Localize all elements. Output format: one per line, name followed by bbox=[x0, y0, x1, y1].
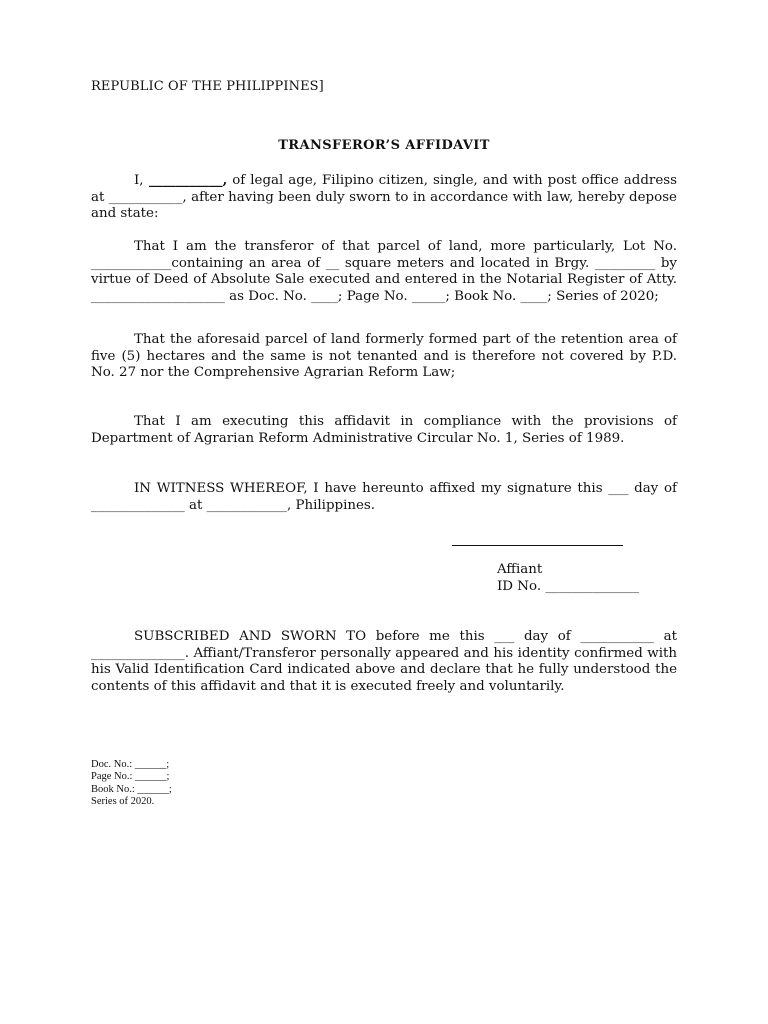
paragraph-transferor bbox=[91, 239, 677, 305]
series: Series of 2020. bbox=[91, 796, 155, 808]
page-no: Page No.: ______; bbox=[91, 771, 170, 783]
document-title: TRANSFEROR’S AFFIDAVIT bbox=[278, 138, 490, 153]
paragraph-intro bbox=[91, 172, 677, 223]
affiant-label: Affiant bbox=[497, 562, 543, 577]
paragraph-retention bbox=[91, 332, 677, 382]
jurat-text: SUBSCRIBED AND SWORN TO before me this ___ day of ___________ at ______________. Affiant/Transferor personally appeared and his identity confirmed with his Valid Identification Card indicated above and declare that he fully understood the contents of this affidavit and that it is executed freely and voluntarily. bbox=[91, 629, 677, 694]
paragraph-jurat bbox=[91, 629, 677, 695]
doc-no: Doc. No.: ______; bbox=[91, 759, 170, 770]
document-header: REPUBLIC OF THE PHILIPPINES] bbox=[91, 79, 324, 94]
retention-text: That the aforesaid parcel of land formerly formed part of the retention area of five (5) hectares and the same is not tenanted and is therefore not covered by P.D. No. 27 nor the Comprehensive Agrarian Reform Law; bbox=[91, 332, 677, 381]
notarial-details bbox=[91, 759, 172, 809]
witness-text: IN WITNESS WHEREOF, I have hereunto affixed my signature this ___ day of ______________ at ____________, Philippines. bbox=[91, 481, 677, 513]
compliance-text: That I am executing this affidavit in compliance with the provisions of Department of Agrarian Reform Administrative Circular No. 1, Series of 1989. bbox=[91, 414, 677, 446]
paragraph-witness bbox=[91, 481, 677, 514]
name-blank: ___________, bbox=[143, 172, 228, 188]
intro-rest: of legal age, Filipino citizen, single, and with post office address at ___________, after having been duly sworn to in accordance with law, hereby depose and state: bbox=[91, 173, 677, 222]
book-no: Book No.: ______; bbox=[91, 783, 172, 795]
signature-line bbox=[452, 545, 623, 546]
id-number-label: ID No. ______________ bbox=[497, 579, 640, 594]
paragraph-compliance bbox=[91, 414, 677, 447]
intro-i: I, bbox=[134, 173, 144, 188]
transferor-text: That I am the transferor of that parcel of land, more particularly, Lot No. ____________containing an area of __ square meters and located in Brgy. _________ by virtue of Deed of Absolute Sale executed and entered in the Notarial Register of Atty. ____________________ as Doc. No. ____; Page No. _____; Book No. ____; Series of 2020; bbox=[91, 239, 677, 304]
